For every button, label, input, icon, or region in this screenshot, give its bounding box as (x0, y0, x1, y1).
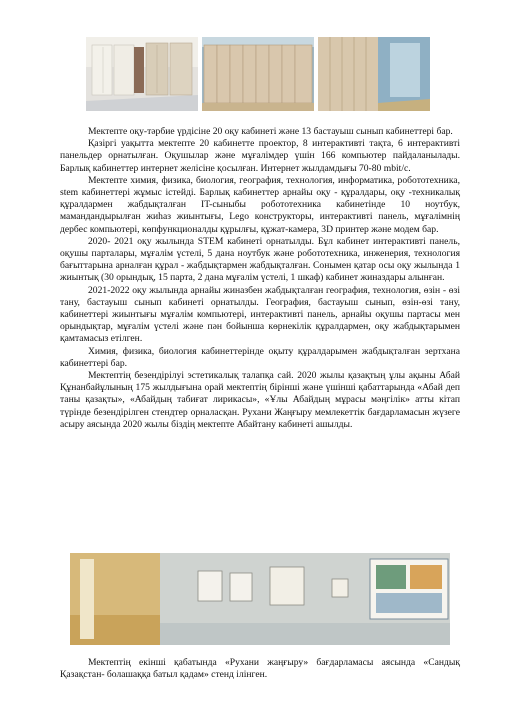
paragraph: Мектепте химия, физика, биология, география, технология, информатика, робототехника, stem кабинеттері жұмыс істейді. Барлық кабинеттер арнайы оқу - құралдары, оқу -техникалық құралдармен жабдықталған IT-сыныбы робототехника кабинетінде 10 ноутбук, мамандандырылған жиһаз жиынтығы, Lego конструкторы, интерактивті панель, мұғалімнің дербес компьютері, көпфункционалды құрылғы, құжат-камера, 3D принтер және модем бар. (60, 174, 460, 235)
photo-lockers-center (202, 37, 314, 111)
paragraph: Химия, физика, биология кабинеттерінде оқыту құралдарымен жабдықталған зертхана кабинеттері бар. (60, 345, 460, 369)
photo-lockers-left (86, 37, 198, 111)
paragraph: Қазіргі уақытта мектепте 20 кабинетте проектор, 8 интерактивті тақта, 6 интерактивті панельдер орнатылған. Оқушылар және мұғалімдер үшін 166 компьютер пайдаланылады. Барлық кабинеттер интернет желісіне қосылған. Интернет жылдамдығы 70-80 mbit/c. (60, 138, 460, 174)
paragraph: Мектепте оқу-тәрбие үрдісіне 20 оқу кабинеті және 13 бастауыш сынып кабинеттері бар. (88, 126, 453, 137)
paragraph: 2020- 2021 оқу жылында STEM кабинеті орнатылды. Бұл кабинет интерактивті панель, оқушы парталары, мұғалім үстелі, 5 дана ноутбук және робототехника, инженерия, технология бағыттарына арналған құрал - жабдықтармен жабдықталған. Сонымен қатар осы оқу жылында 1 жиынтық (30 орындық, 15 парта, 2 дана мұғалім үстелі, 1 шкаф) кабинет жиназдары алынған. (60, 235, 460, 284)
photo-decorated-corridor (70, 553, 450, 645)
caption-text: Мектептің екінші қабатында «Рухани жаңғыру» бағдарламасы аясында «Сандық Қазақстан- болашаққа батыл қадам» стенд ілінген. (60, 657, 460, 681)
photo-lockers-right (318, 37, 430, 111)
body-text (60, 126, 460, 431)
paragraph: Мектептің безендірілуі эстетикалық талапқа сай. 2020 жылы қазақтың ұлы ақыны Абай Құнанбайұлының 175 жылдығына орай мектептің бірінші және үшінші қабаттарында «Абай деп таны қазақты», «Абайдың табиғат лирикасы», «Ұлы Абайдың мұрасы мәңгілік» атты кітап түрінде безендірілген стендтер орналасқан. Рухани Жаңғыру мемлекеттік бағдарламасын жүзеге асыру аясында 2020 жылы біздің мектепте Абайтану кабинеті ашылды. (60, 370, 460, 430)
paragraph: 2021-2022 оқу жылында арнайы жиназбен жабдықталған география, технология, өзін - өзі тану, бастауыш сынып кабинеті орнатылды. География, бастауыш сынып, өзін-өзі тану, кабинеттері жиынтығы мұғалім компьютері, интерактивті панель, арнайы оқушы партасы мен орындықтар, мұғалім үстелі және пән бойынша көрнекілік құралдармен, оқу жабдықтарымен қамтамасыз етілген. (60, 284, 460, 345)
photo-caption (60, 657, 460, 682)
